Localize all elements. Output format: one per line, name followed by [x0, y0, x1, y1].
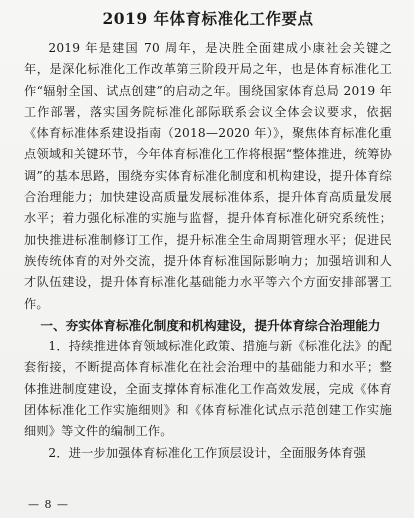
item-2-paragraph: 2．进一步加强体育标准化工作顶层设计，全面服务体育强: [48, 445, 367, 460]
item-1-paragraph: 1．持续推进体育领域标准化政策、措施与新《标准化法》的配套衔接，不断提高体育标准化在社会治理中的基础能力和水平；整体推进制度建设，全面支撑体育标准化工作高效发展，完成《体育团体标准化工作实施细则》和《体育标准化试点示范创建工作实施细则》等文件的编制工作。: [24, 339, 392, 439]
intro-paragraph: 2019 年是建国 70 周年，是决胜全面建成小康社会关键之年，是深化标准化工作改革第三阶段开局之年，也是体育标准化工作“辐射全国、试点创建”的启动之年。围绕国家体育总局 2019 年工作部署，落实国务院标准化部际联系会议全体会议要求，依据《体育标准体系建设指南（2018—2020 年）》，聚焦体育标准化重点领域和关键环节，今年体育标准化工作将根据“整体推进，统筹协调”的基本思路，围绕夯实体育标准化制度和机构建设，提升体育综合治理能力；加快建设高质量发展标准体系，提升体育高质量发展水平；着力强化标准的实施与监督，提升体育标准化研究系统性；加快推进标准制修订工作，提升标准全生命周期管理水平；促进民族传统体育的对外交流，提升体育标准国际影响力；加强培训和人才队伍建设，提升体育标准化基础能力水平等六个方面安排部署工作。: [24, 41, 392, 311]
section-heading: 一、夯实体育标准化制度和机构建设，提升体育综合治理能力: [40, 317, 381, 333]
page-number: — 8 —: [28, 498, 69, 511]
document-title: 2019 年体育标准化工作要点: [102, 9, 314, 28]
